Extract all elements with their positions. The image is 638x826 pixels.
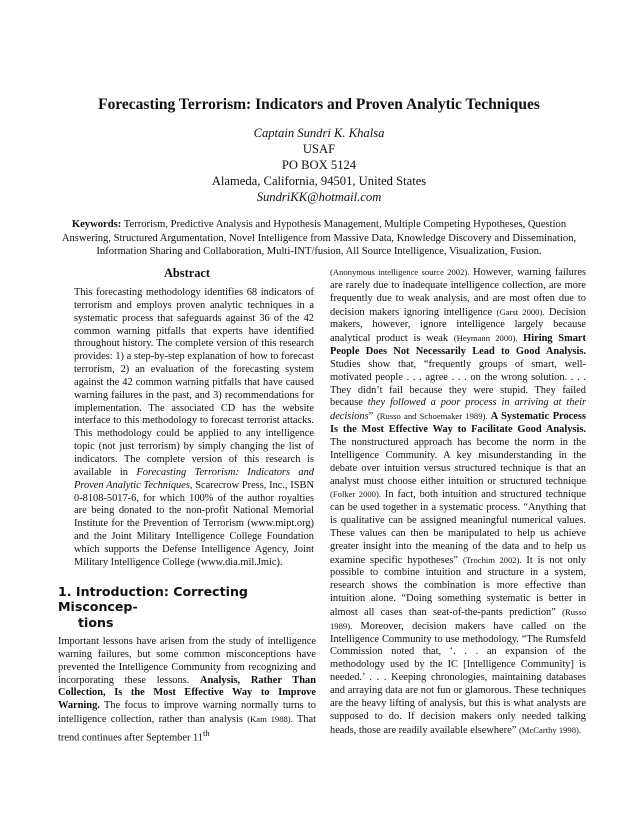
intro-paragraph xyxy=(58,636,316,745)
abstract-body xyxy=(74,287,314,570)
author-name: Captain Sundri K. Khalsa xyxy=(253,126,385,140)
citation-anonymous: (Anonymous intelligence source 2002). xyxy=(330,267,470,277)
section-heading-line1: 1. Introduction: Correcting Misconcep- xyxy=(58,583,248,615)
keywords-block xyxy=(60,218,578,259)
intro-text-3: That trend continues after September 11 xyxy=(58,714,316,744)
right-paragraph xyxy=(330,266,586,737)
right-italic-1: they followed a poor process in arriving at their decisions xyxy=(330,397,586,423)
paper-title: Forecasting Terrorism: Indicators and Proven Analytic Techniques xyxy=(98,96,540,113)
citation-garst: (Garst 2000). xyxy=(496,306,545,317)
right-bold-1: Hiring Smart People Does Not Necessarily Lead to Good Analysis. xyxy=(330,333,586,358)
right-bold-2: A Systematic Process Is the Most Effective Way to Facilitate Good Analysis. xyxy=(330,411,586,436)
right-text-3: Studies show that, “frequently groups of smart, well-motivated people . . . agree . . . on the wrong solution. . . . They didn’t fail because they were stupid. They failed because xyxy=(330,358,586,409)
citation-folker: (Folker 2000). xyxy=(330,489,381,500)
author-po-box: PO BOX 5124 xyxy=(281,158,357,172)
author-city: Alameda, California, 94501, United States xyxy=(211,174,427,188)
intro-text-2: The focus to improve warning normally turns to intelligence collection, rather than analysis xyxy=(58,700,316,726)
author-email: SundriKK@hotmail.com xyxy=(256,190,382,204)
section-heading-line2: tions xyxy=(78,614,114,630)
citation-russo-schoemaker: (Russo and Schoemaker 1989). xyxy=(376,411,488,422)
right-text-5: The nonstructured approach has become the norm in the Intelligence Community. A key misunderstanding in the debate over intuition versus structured technique is that an analyst must choose either intuition or structured technique xyxy=(330,436,586,487)
keywords-label: Keywords: xyxy=(71,219,122,230)
right-column xyxy=(330,266,586,737)
right-text-7: It is not only possible to combine intuition and structure in a system, research shows the combination is more effective than intuition alone. “Doing something systematic is better in almost all cases than seat-of-the-pants prediction” xyxy=(330,554,586,618)
abstract-heading: Abstract xyxy=(163,266,211,280)
abstract-text-2: , Scarecrow Press, Inc., ISBN 0-8108-5017-6, for which 100% of the author royalties are being donated to the non-profit National Memorial Institute for the Prevention of Terrorism (www.mipt.org) and the Joint Military Intelligence College Foundation which supports the Defense Intelligence Agency, Joint Military Intelligence College (www.dia.mil.Jmic). xyxy=(74,479,314,568)
citation-russo: (Russo 1989). xyxy=(330,606,586,631)
intro-bold-1: Analysis, Rather Than Collection, Is the Most Effective Way to Improve Warning. xyxy=(58,674,316,712)
citation-kam: (Kam 1988). xyxy=(247,714,293,725)
right-text-2: Decision makers, however, ignore intelligence largely because analytical product is weak xyxy=(330,306,586,345)
abstract-book-title: Forecasting Terrorism: Indicators and Proven Analytic Techniques xyxy=(74,466,314,491)
right-text-1: However, warning failures are rarely due to inadequate intelligence collection, are more frequently due to weak analysis, and are most often due to decision makers ignoring intelligence xyxy=(330,267,586,318)
citation-heymann: (Heymann 2000). xyxy=(453,333,518,344)
citation-mccarthy: (McCarthy 1998). xyxy=(518,724,582,735)
right-text-6: In fact, both intuition and structured technique can be used together in a systematic process. “Anything that is qualitative can be assigned meaningful numerical values. These values can then be manipulated to help us achieve greater insight into the meaning of the data and to help us examine specific hypotheses” xyxy=(330,489,586,566)
abstract-text-1: This forecasting methodology identifies 68 indicators of terrorism and employs proven analytic techniques in a systematic process that safeguards against 36 of the 42 common warning pitfalls that experts have identified throughout history. The complete version of this research provides: 1) a step-by-step explanation of how to forecast terrorism, 2) an evaluation of the forecasting system against the 42 common warning pitfalls that have caused warning failures in the past, and 3) recommendations for implementation. The associated CD has the website interface to this methodology to forecast terrorist attacks. This methodology could be applied to any intelligence topic (not just terrorism) by simply changing the list of indicators. The complete version of this research is available in xyxy=(74,287,314,478)
intro-text-1: Important lessons have arisen from the study of intelligence warning failures, but some common misconceptions have prevented the Intelligence Community from recognizing and incorporating these lessons. xyxy=(58,636,316,686)
right-text-8: Moreover, decision makers have called on the Intelligence Community to use methodology. “The Rumsfeld Commission noted that, ‘. . . an expansion of the methodology used by the IC [Intelligence Community] is needed.’ . . . Keeping chronologies, maintaining databases and arraying data are not fun or glamorous. These techniques are the heavy lifting of analysis, but this is what analysts are supposed to do. If decision makers only needed talking heads, those are readily available elsewhere” xyxy=(330,620,586,736)
citation-trochim: (Trochim 2002). xyxy=(462,554,522,565)
right-text-4: ” xyxy=(368,411,377,423)
author-org: USAF xyxy=(302,142,336,156)
left-column xyxy=(58,266,316,745)
section-heading xyxy=(58,584,316,631)
keywords-text: Terrorism, Predictive Analysis and Hypothesis Management, Multiple Competing Hypotheses, Question Answering, Structured Argumentation, Novel Intelligence from Massive Data, Knowledge Discovery and Dissemination, Information Sharing and Collaboration, Multi-INT/fusion, All Source Intelligence, Visualization, Fusion. xyxy=(61,219,577,258)
author-block xyxy=(40,125,598,205)
superscript-th: th xyxy=(203,727,210,738)
